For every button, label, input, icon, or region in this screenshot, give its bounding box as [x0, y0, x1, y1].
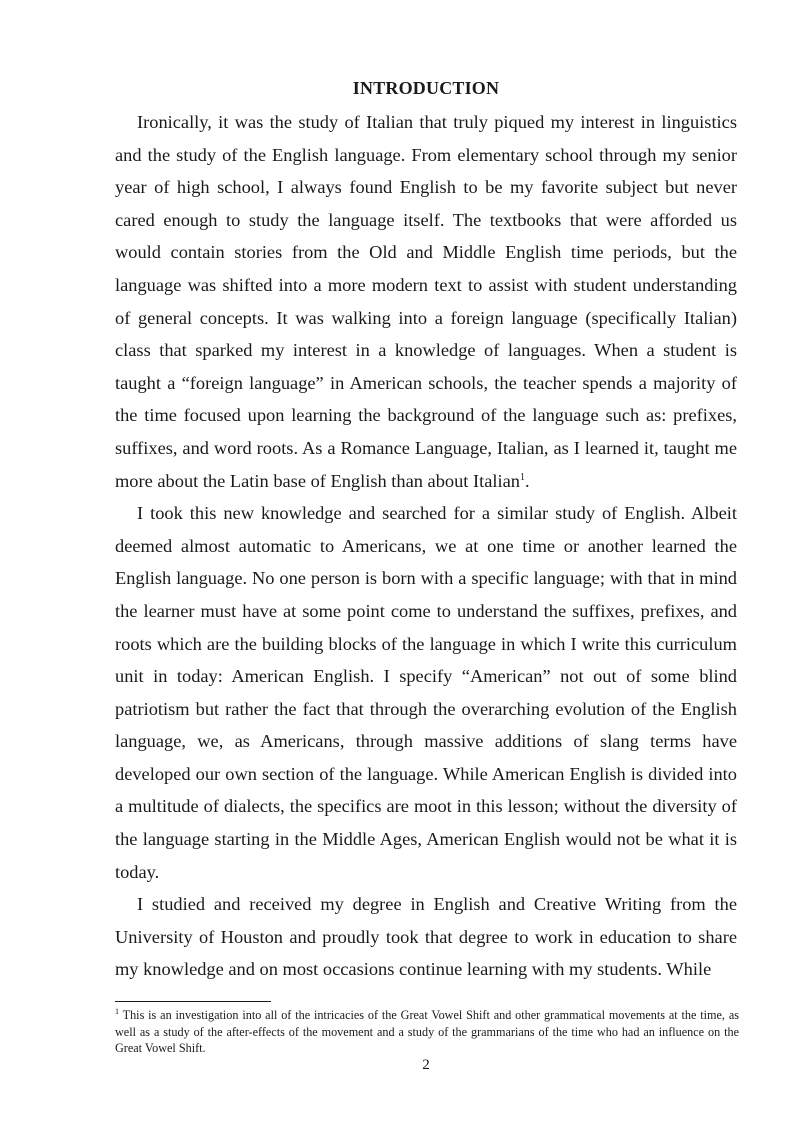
footnote-text: This is an investigation into all of the intricacies of the Great Vowel Shift and other grammatical movements at the time, as well as a study of the after-effects of the movement and a study of the grammarians of the time who had an influence on the Great Vowel Shift. — [115, 1008, 739, 1056]
paragraph — [115, 106, 737, 497]
paragraph-text: I took this new knowledge and searched for a similar study of English. Albeit deemed almost automatic to Americans, we at one time or another learned the English language. No one person is born with a specific language; with that in mind the learner must have at some point come to understand the suffixes, prefixes, and roots which are the building blocks of the language in which I write this curriculum unit in today: American English. I specify “American” not out of some blind patriotism but rather the fact that through the overarching evolution of the English language, we, as Americans, through massive additions of slang terms have developed our own section of the language. While American English is divided into a multitude of dialects, the specifics are moot in this lesson; without the diversity of the language starting in the Middle Ages, American English would not be what it is today. — [115, 503, 737, 882]
paragraph — [115, 497, 737, 888]
sentence-end: . — [525, 470, 530, 491]
body-text — [115, 106, 737, 986]
page-number: 2 — [422, 1057, 430, 1073]
footnote-separator — [115, 1001, 271, 1002]
footnote — [115, 1007, 739, 1057]
paragraph-text: I studied and received my degree in English and Creative Writing from the University of Houston and proudly took that degree to work in education to share my knowledge and on most occasions continue learning with my students. While — [115, 894, 737, 980]
paragraph-text: Ironically, it was the study of Italian that truly piqued my interest in linguistics and the study of the English language. From elementary school through my senior year of high school, I always found English to be my favorite subject but never cared enough to study the language itself. The textbooks that were afforded us would contain stories from the Old and Middle English time periods, but the language was shifted into a more modern text to assist with student understanding of general concepts. It was walking into a foreign language (specifically Italian) class that sparked my interest in a knowledge of languages. When a student is taught a “foreign language” in American schools, the teacher spends a majority of the time focused upon learning the background of the language such as: prefixes, suffixes, and word roots. As a Romance Language, Italian, as I learned it, taught me more about the Latin base of English than about Italian — [115, 112, 737, 491]
footnote-reference[interactable]: 1 — [520, 471, 525, 483]
footnote-number: 1 — [115, 1006, 119, 1016]
paragraph — [115, 888, 737, 986]
section-heading: INTRODUCTION — [352, 78, 500, 98]
